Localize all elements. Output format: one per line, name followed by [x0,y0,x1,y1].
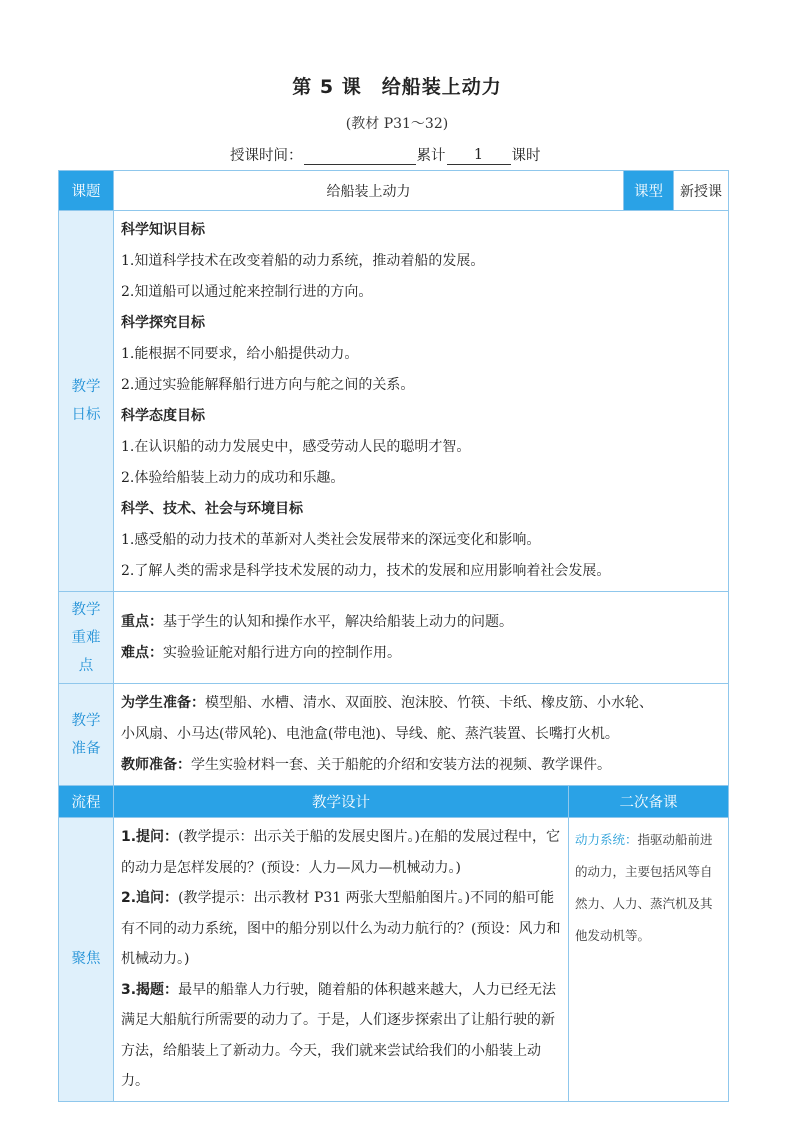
objectives-label [59,211,114,592]
type-value: 新授课 [674,171,729,211]
difficult-point-text: 实验验证舵对船行进方向的控制作用。 [163,644,401,661]
focus-step [121,883,562,975]
student-preparation-label: 为学生准备： [121,695,205,711]
teacher-preparation [121,750,722,781]
key-points-label [59,592,114,684]
revision-note [569,818,729,1102]
objective-heading: 科学态度目标 [121,408,205,424]
objective-item: 2.体验给船装上动力的成功和乐趣。 [121,470,345,486]
student-preparation-continued: 小风扇、小马达(带风轮)、电池盒(带电池)、导线、舵、蒸汽装置、长嘴打火机。 [121,726,619,742]
preparation-content [114,684,729,786]
preparation-row [59,684,729,786]
objectives-label-line: 教学 [71,379,101,395]
key-points-row [59,592,729,684]
revision-header: 二次备课 [569,786,729,818]
type-label: 课型 [624,171,674,211]
student-preparation [121,688,722,719]
time-label: 授课时间： [230,148,303,164]
key-points-content [114,592,729,684]
focus-step-label: 2.追问： [121,890,179,906]
topic-row [59,171,729,211]
key-points-label-line: 重难 [71,629,101,646]
difficult-point [121,638,722,669]
class-time-line [230,144,541,165]
objective-item: 1.感受船的动力技术的革新对人类社会发展带来的深远变化和影响。 [121,532,541,548]
objective-item: 1.能根据不同要求，给小船提供动力。 [121,346,359,362]
focus-step-text: 最早的船靠人力行驶，随着船的体积越来越大，人力已经无法满足大船航行所需要的动力了。于是，人们逐步探索出了让船行驶的新方法，给船装上了新动力。今天，我们就来尝试给我们的小船装上动力。 [121,981,557,1089]
focus-step-text: (教学提示：出示教材 P31 两张大型船舶图片。)不同的船可能有不同的动力系统，图中的船分别以什么为动力航行的？(预设：风力和机械动力。) [121,890,561,967]
topic-label: 课题 [59,171,114,211]
objective-item: 2.知道船可以通过舵来控制行进的方向。 [121,284,373,300]
objectives-row [59,211,729,592]
teacher-preparation-text: 学生实验材料一套、关于船舵的介绍和安装方法的视频、教学课件。 [191,757,611,773]
objective-item: 1.在认识船的动力发展史中，感受劳动人民的聪明才智。 [121,439,471,455]
objective-item: 1.知道科学技术在改变着船的动力系统，推动着船的发展。 [121,253,485,269]
design-header: 教学设计 [114,786,569,818]
focus-step [121,975,562,1097]
time-blank[interactable] [304,147,416,165]
focus-label: 聚焦 [59,818,114,1102]
topic-value: 给船装上动力 [114,171,624,211]
objectives-label-line: 日标 [71,407,101,423]
period-label: 课时 [511,148,541,164]
focus-step-label: 3.揭题： [121,981,179,998]
flow-header: 流程 [59,786,114,818]
note-text: 指驱动船前进的动力，主要包括风等自然力、人力、蒸汽机及其他发动机等。 [575,832,713,943]
difficult-point-label: 难点： [121,644,163,661]
objective-heading: 科学探究目标 [121,315,205,331]
focus-step-label: 1.提问： [121,829,179,845]
flow-header-row [59,786,729,818]
preparation-label-line: 教学 [71,712,101,729]
key-point-text: 基于学生的认知和操作水平，解决给船装上动力的问题。 [163,613,513,630]
textbook-pages: (教材 P31～32) [345,116,449,132]
focus-row [59,818,729,1102]
objectives-content [114,211,729,592]
key-points-label-line: 点 [78,657,94,674]
focus-step-text: (教学提示：出示关于船的发展史图片。)在船的发展过程中，它的动力是怎样发展的？(预设：人力—风力—机械动力。) [121,829,560,876]
objective-heading: 科学知识目标 [121,222,205,238]
objective-heading: 科学、技术、社会与环境目标 [121,501,303,517]
key-point-label: 重点： [121,613,163,630]
total-label: 累计 [416,148,446,164]
lesson-plan-table [58,170,729,1102]
preparation-label-line: 准备 [71,740,101,757]
student-preparation-text: 模型船、水槽、清水、双面胶、泡沫胶、竹筷、卡纸、橡皮筋、小水轮、 [205,695,653,711]
teacher-preparation-label: 教师准备： [121,757,191,773]
focus-content [114,818,569,1102]
note-keyword: 动力系统： [575,832,638,847]
focus-step [121,822,562,883]
objective-item: 2.了解人类的需求是科学技术发展的动力，技术的发展和应用影响着社会发展。 [121,563,611,579]
lesson-title: 第 5 课 给船装上动力 [292,76,502,98]
key-point [121,607,722,638]
total-value: 1 [447,147,511,165]
key-points-label-line: 教学 [71,601,101,618]
objective-item: 2.通过实验能解释船行进方向与舵之间的关系。 [121,377,415,393]
preparation-label [59,684,114,786]
